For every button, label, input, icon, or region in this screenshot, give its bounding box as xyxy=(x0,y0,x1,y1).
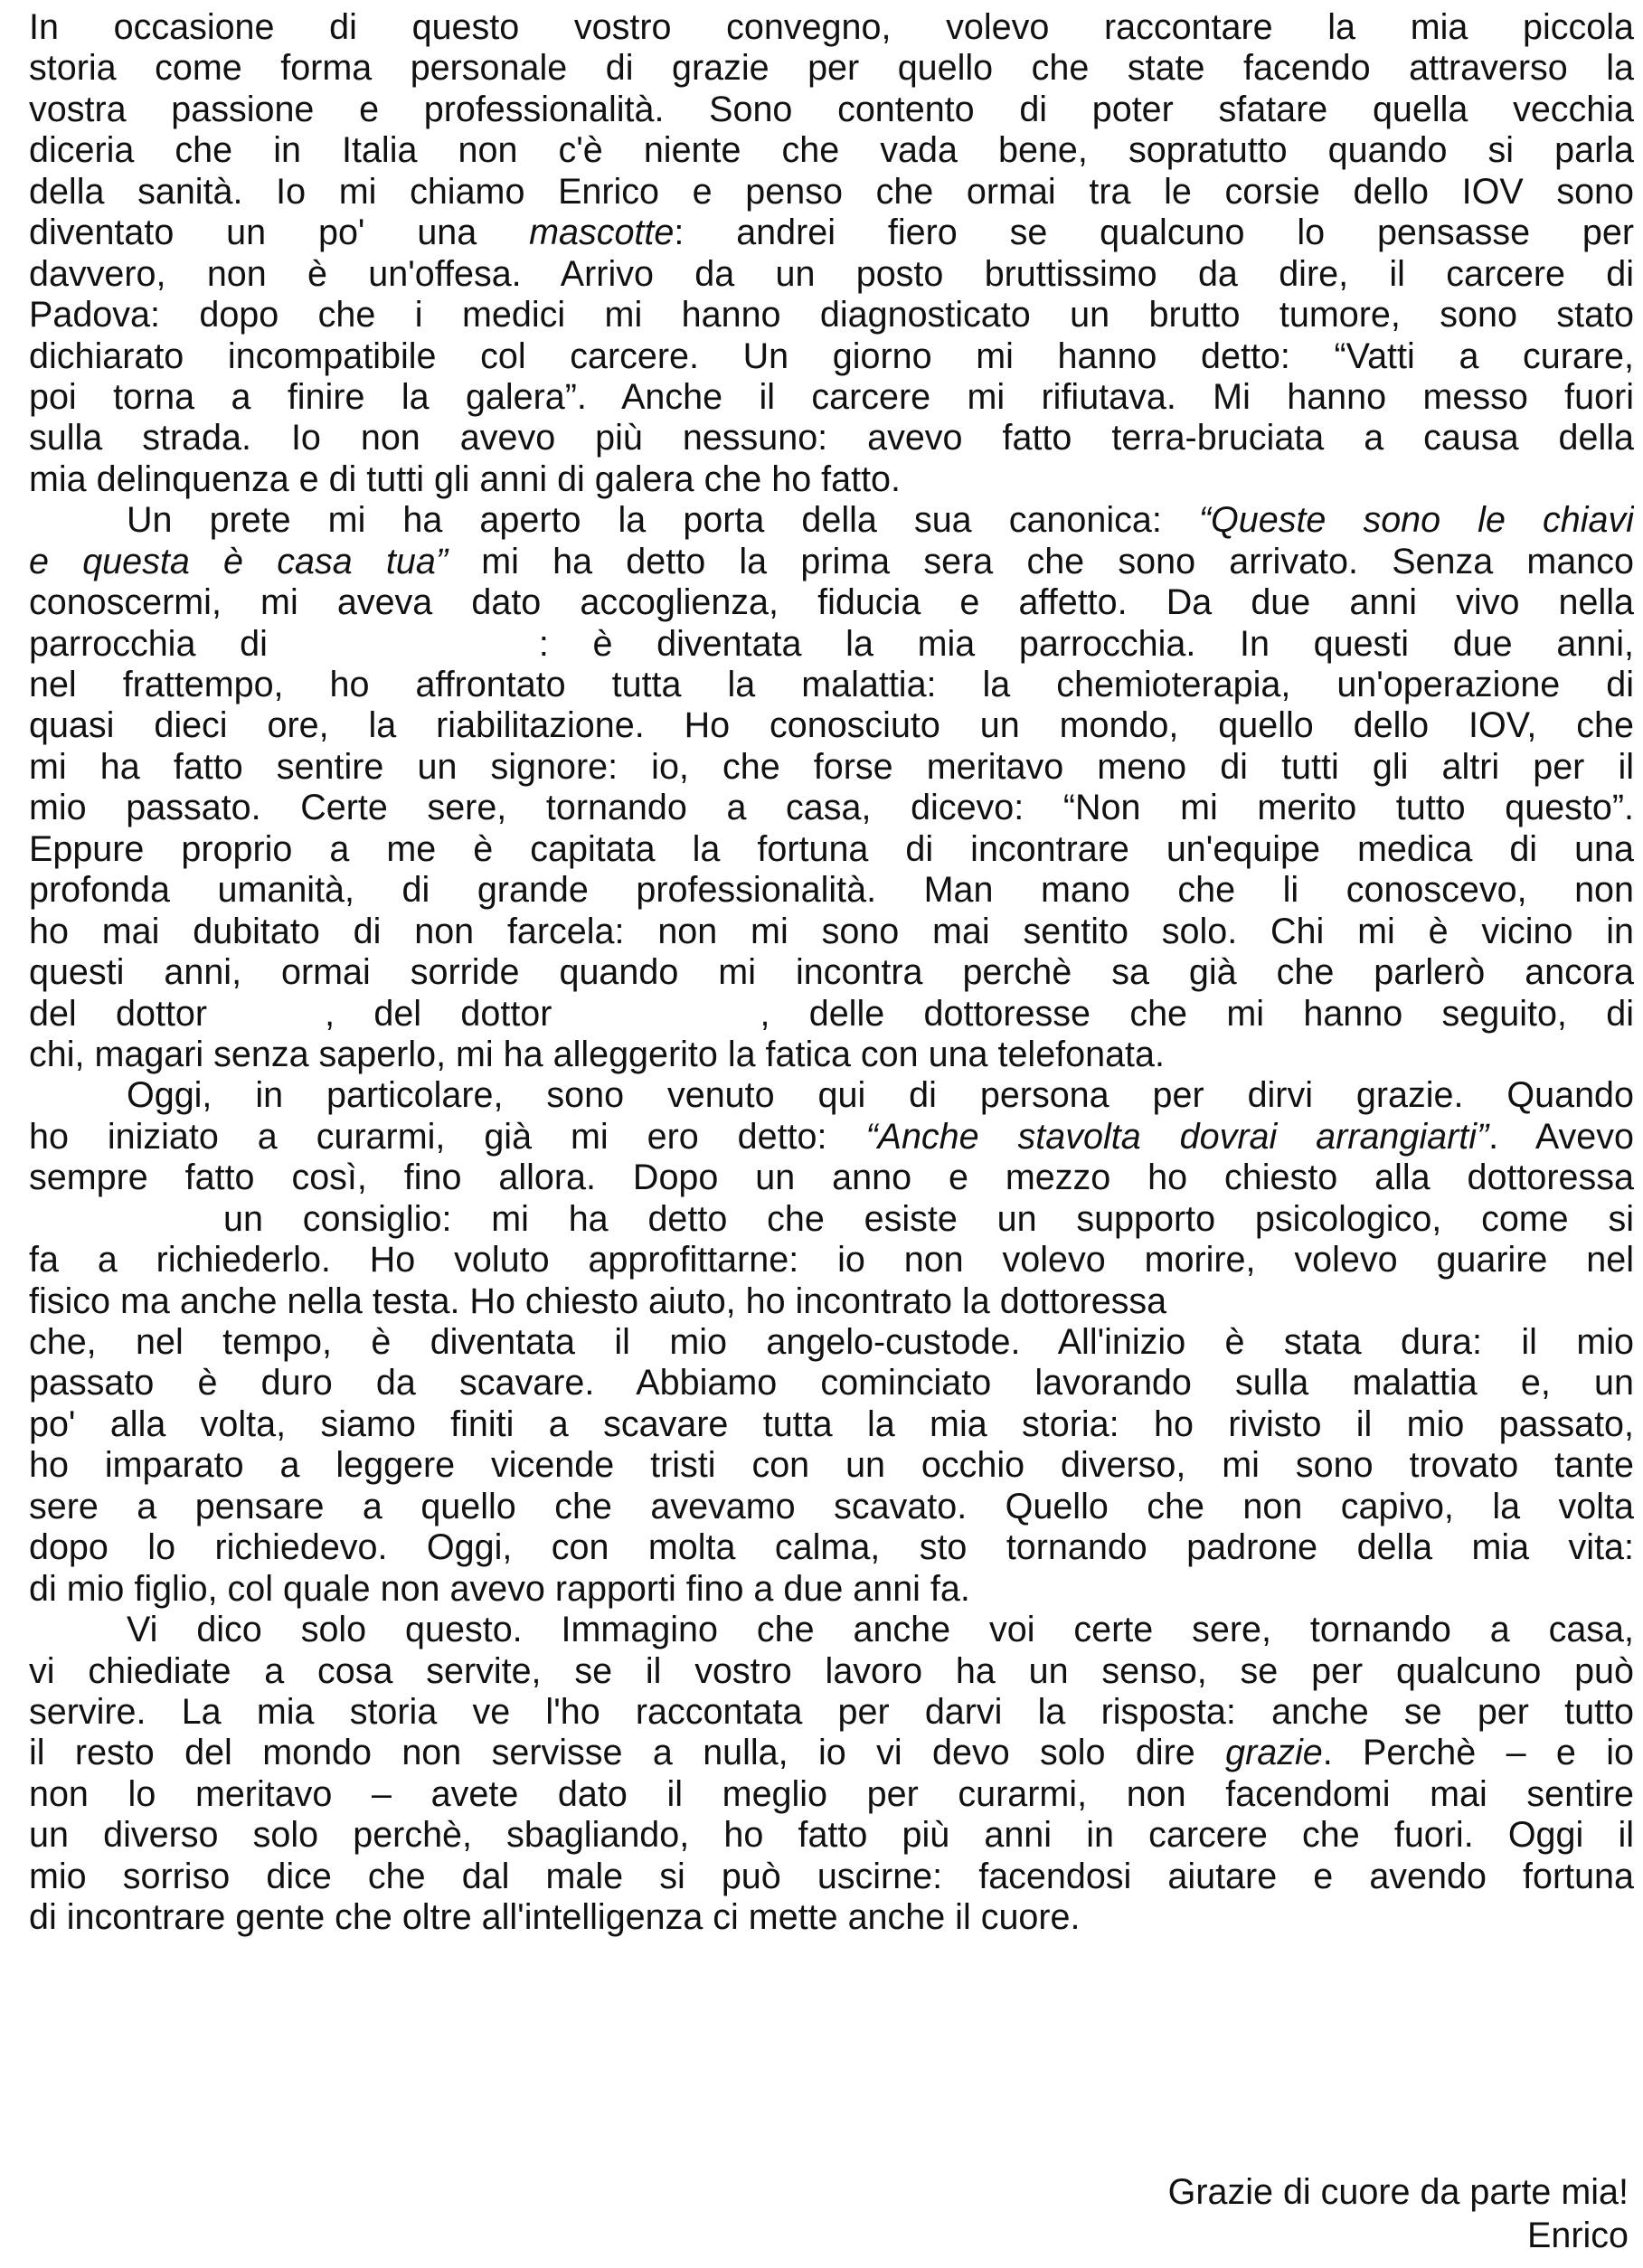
text-line xyxy=(29,1692,1634,1733)
line-text: Padova: dopo che i medici mi hanno diagnosticato un brutto tumore, sono stato xyxy=(29,295,1634,335)
line-text: che, nel tempo, è diventata il mio angelo-custode. All'inizio è stata dura: il mio xyxy=(29,1322,1634,1362)
text-line xyxy=(29,952,1634,993)
line-text: mio passato. Certe sere, tornando a casa, dicevo: “Non mi merito tutto questo”. xyxy=(29,788,1634,828)
text-line xyxy=(29,747,1634,788)
text-line xyxy=(29,624,1634,665)
text-line xyxy=(29,1199,1634,1240)
text-line xyxy=(29,1075,1634,1116)
line-text: sulla strada. Io non avevo più nessuno: avevo fatto terra-bruciata a causa della xyxy=(29,418,1634,458)
line-text: diventato un po' una xyxy=(29,213,530,253)
text-line xyxy=(29,1487,1634,1527)
line-text: passato è duro da scavare. Abbiamo cominciato lavorando sulla malattia e, un xyxy=(29,1363,1634,1403)
line-text: : andrei fiero se qualcuno lo pensasse per xyxy=(674,213,1634,253)
text-line xyxy=(29,500,1634,541)
line-text: servire. La mia storia ve l'ho raccontata per darvi la risposta: anche se per tutto xyxy=(29,1691,1634,1732)
line-text: Vi dico solo questo. Immagino che anche voi certe sere, tornando a casa, xyxy=(127,1610,1634,1650)
line-text: sere a pensare a quello che avevamo scavato. Quello che non capivo, la volta xyxy=(29,1486,1634,1526)
text-line xyxy=(29,870,1634,911)
line-text: dopo lo richiedevo. Oggi, con molta calma, sto tornando padrone della mia vita: xyxy=(29,1527,1634,1568)
line-text: In occasione di questo vostro convegno, volevo raccontare la mia piccola xyxy=(29,7,1634,47)
line-text: fisico ma anche nella testa. Ho chiesto aiuto, ho incontrato la dottoressa xyxy=(29,1280,1167,1321)
line-text: di mio figlio, col quale non avevo rapporti fino a due anni fa. xyxy=(29,1568,970,1609)
text-line xyxy=(29,90,1634,130)
line-text: fa a richiederlo. Ho voluto approfittarne: io non volevo morire, volevo guarire nel xyxy=(29,1240,1634,1280)
text-line xyxy=(29,1363,1634,1403)
text-line xyxy=(29,130,1634,171)
line-text: del dottor xyxy=(29,993,208,1034)
text-line xyxy=(29,1322,1634,1363)
line-text: conoscermi, mi aveva dato accoglienza, fiducia e affetto. Da due anni vivo nella xyxy=(29,582,1634,623)
line-text: davvero, non è un'offesa. Arrivo da un posto bruttissimo da dire, il carcere di xyxy=(29,253,1634,294)
line-text: po' alla volta, siamo finiti a scavare tutta la mia storia: ho rivisto il mio passato, xyxy=(29,1403,1634,1444)
line-text: vi chiediate a cosa servite, se il vostro lavoro ha un senso, se per qualcuno può xyxy=(29,1650,1634,1691)
line-text: vostra passione e professionalità. Sono contento di poter sfatare quella vecchia xyxy=(29,89,1634,129)
text-line xyxy=(29,829,1634,870)
text-line xyxy=(29,1404,1634,1445)
line-text: mi ha fatto sentire un signore: io, che forse meritavo meno di tutti gli altri per il xyxy=(29,746,1634,787)
text-line xyxy=(29,7,1634,48)
text-line xyxy=(29,1158,1634,1198)
line-text: di incontrare gente che oltre all'intelligenza ci mette anche il cuore. xyxy=(29,1897,1081,1938)
line-text: : è diventata la mia parrocchia. In questi due anni, xyxy=(538,623,1634,664)
text-line xyxy=(29,1240,1634,1280)
line-text: mio sorriso dice che dal male si può uscirne: facendosi aiutare e avendo fortuna xyxy=(29,1856,1634,1896)
line-text: Un prete mi ha aperto la porta della sua canonica: xyxy=(127,500,1199,541)
text-line xyxy=(29,1897,1634,1938)
line-text: , del dottor xyxy=(325,993,552,1034)
text-line xyxy=(29,418,1634,458)
line-text: dichiarato incompatibile col carcere. Un giorno mi hanno detto: “Vatti a curare, xyxy=(29,335,1634,376)
line-text: chi, magari senza saperlo, mi ha alleggerito la fatica con una telefonata. xyxy=(29,1034,1165,1074)
line-text: diceria che in Italia non c'è niente che vada bene, sopratutto quando si parla xyxy=(29,130,1634,171)
line-text: ho imparato a leggere vicende tristi con un occhio diverso, mi sono trovato tante xyxy=(29,1445,1634,1486)
line-text: non lo meritavo – avete dato il meglio per curarmi, non facendomi mai sentire xyxy=(29,1773,1634,1814)
text-line xyxy=(29,295,1634,335)
text-line xyxy=(29,1281,1634,1322)
text-line xyxy=(29,1774,1634,1815)
text-line xyxy=(29,254,1634,295)
text-line xyxy=(29,788,1634,828)
line-text: Oggi, in particolare, sono venuto qui di persona per dirvi grazie. Quando xyxy=(127,1075,1634,1116)
text-line xyxy=(29,665,1634,705)
line-text: della sanità. Io mi chiamo Enrico e penso che ormai tra le corsie dello IOV sono xyxy=(29,171,1634,212)
line-text: sempre fatto così, fino allora. Dopo un anno e mezzo ho chiesto alla dottoressa xyxy=(29,1158,1634,1198)
text-line xyxy=(29,1815,1634,1856)
text-line xyxy=(29,1733,1634,1773)
line-text: . Perchè – e io xyxy=(1322,1733,1634,1773)
line-text: poi torna a finire la galera”. Anche il carcere mi rifiutava. Mi hanno messo fuori xyxy=(29,376,1634,417)
text-line xyxy=(29,1445,1634,1486)
line-text: questi anni, ormai sorride quando mi incontra perchè sa già che parlerò ancora xyxy=(29,952,1634,993)
italic-text: “Anche stavolta dovrai arrangiarti” xyxy=(865,1116,1489,1157)
italic-text: grazie xyxy=(1225,1733,1323,1773)
text-line xyxy=(29,582,1634,623)
text-line xyxy=(29,1035,1634,1075)
line-text: quasi dieci ore, la riabilitazione. Ho conosciuto un mondo, quello dello IOV, che xyxy=(29,705,1634,746)
line-text: ho iniziato a curarmi, già mi ero detto: xyxy=(29,1116,866,1157)
text-line xyxy=(29,213,1634,253)
italic-text: e questa è casa tua” xyxy=(29,541,448,581)
line-text: nel frattempo, ho affrontato tutta la malattia: la chemioterapia, un'operazione di xyxy=(29,665,1634,704)
line-text: ho mai dubitato di non farcela: non mi sono mai sentito solo. Chi mi è vicino in xyxy=(29,911,1634,951)
line-text: il resto del mondo non servisse a nulla, io vi devo solo dire xyxy=(29,1733,1226,1773)
closing-thanks: Grazie di cuore da parte mia! xyxy=(1167,2172,1629,2212)
text-line xyxy=(29,1610,1634,1650)
closing-signature: Enrico xyxy=(1527,2216,1629,2255)
text-line xyxy=(29,172,1634,213)
text-line xyxy=(29,1527,1634,1568)
line-text: Eppure proprio a me è capitata la fortuna di incontrare un'equipe medica di una xyxy=(29,828,1634,869)
italic-text: “Queste sono le chiavi xyxy=(1198,500,1634,541)
text-line xyxy=(29,336,1634,377)
line-text: un diverso solo perchè, sbagliando, ho fatto più anni in carcere che fuori. Oggi il xyxy=(29,1815,1634,1856)
line-text: . Avevo xyxy=(1488,1116,1634,1157)
line-text: un consiglio: mi ha detto che esiste un supporto psicologico, come si xyxy=(223,1198,1634,1239)
text-line xyxy=(29,994,1634,1035)
text-line xyxy=(29,1569,1634,1610)
line-text: parrocchia di xyxy=(29,623,268,664)
text-line xyxy=(29,1857,1634,1897)
line-text: storia come forma personale di grazie per quello che state facendo attraverso la xyxy=(29,48,1634,89)
line-text: mi ha detto la prima sera che sono arrivato. Senza manco xyxy=(447,541,1634,581)
text-line xyxy=(29,1651,1634,1692)
italic-text: mascotte xyxy=(529,213,675,253)
text-line xyxy=(29,48,1634,89)
letter-closing xyxy=(1168,2170,1629,2257)
letter-body xyxy=(29,7,1634,1939)
line-text: profonda umanità, di grande professionalità. Man mano che li conoscevo, non xyxy=(29,870,1634,911)
text-line xyxy=(29,459,1634,500)
text-line xyxy=(29,912,1634,952)
line-text: mia delinquenza e di tutti gli anni di galera che ho fatto. xyxy=(29,458,901,499)
text-line xyxy=(29,1117,1634,1158)
text-line xyxy=(29,542,1634,582)
text-line xyxy=(29,705,1634,746)
line-text: , delle dottoresse che mi hanno seguito, di xyxy=(760,993,1634,1034)
text-line xyxy=(29,377,1634,418)
